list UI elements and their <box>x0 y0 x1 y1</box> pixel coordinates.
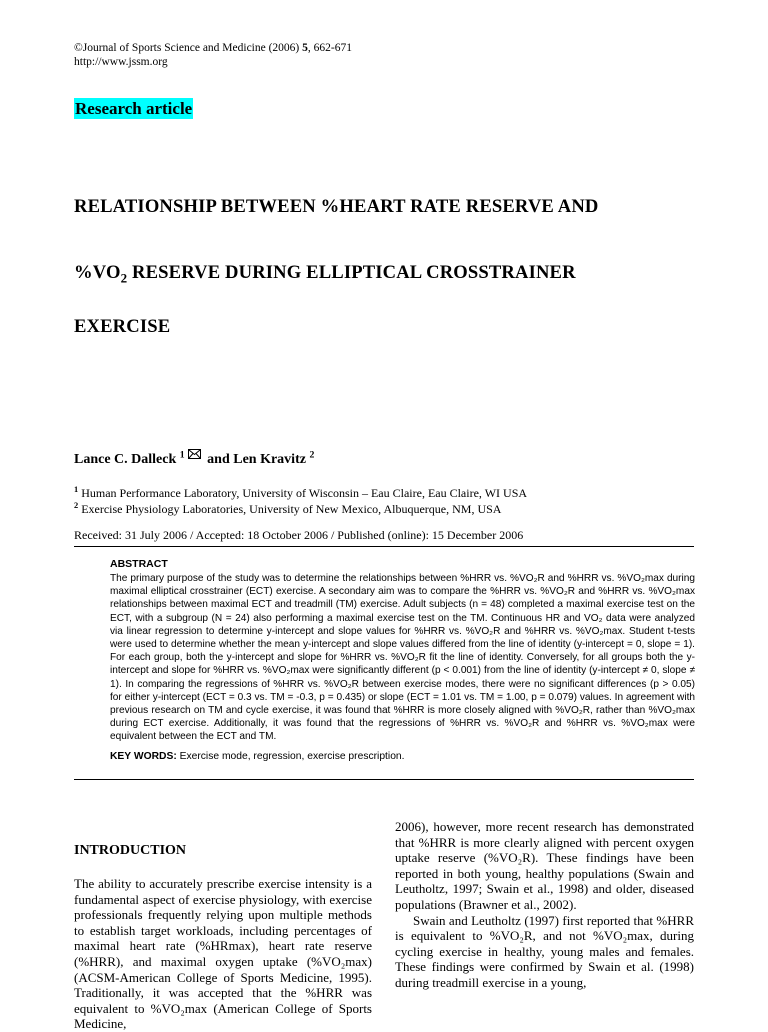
intro-paragraph-1: 2006), however, more recent research has demonstrated that %HRR is more clearly aligned with percent oxygen uptake reserve (%VO₂R). These findings have been reported in both young, healthy populations (Swain and Leutholtz, 1997; Swain et al., 1998) and older, diseased populations (Brawner et al., 2002). <box>395 819 694 912</box>
divider-bottom <box>74 779 694 780</box>
journal-url[interactable]: http://www.jssm.org <box>74 56 168 68</box>
publication-dates: Received: 31 July 2006 / Accepted: 18 October 2006 / Published (online): 15 December 2006 <box>74 528 524 542</box>
journal-citation: ©Journal of Sports Science and Medicine (2006) 5, 662-671 <box>74 42 352 54</box>
abstract-text: The primary purpose of the study was to determine the relationships between %HRR vs. %VO₂R and %HRR vs. %VO₂max during maximal elliptical crosstrainer (ECT) exercise. A secondary aim was to compare the %HRR vs. %VO₂R and %HRR vs. %VO₂max relationships between maximal ECT and treadmill (TM) exercise. Adult subjects (n = 48) completed a maximal exercise test on the ECT, with a subgroup (N = 24) also performing a maximal exercise test on the TM. Continuous HR and VO₂ data were analyzed via linear regression to determine y-intercept and slope values for %HRR vs. %VO₂R and %HRR vs. %VO₂max. Student t-tests were used to determine whether the mean y-intercept and slope values differed from the line of identity (y-intercept = 0, slope = 1). For each group, both the y-intercept and slope for %HRR vs. %VO₂R fit the line of identity. Conversely, for all groups both the y-intercept and slope for %HRR vs. %VO₂max were significantly different (p < 0.001) from the line of identity (y-intercept ≠ 0, slope ≠ 1). In comparing the regressions of %HRR vs. %VO₂R between exercise modes, there were no significant differences (p > 0.05) for either y-intercept (ECT = 0.3 vs. TM = -0.3, p = 0.435) or slope (ECT = 1.01 vs. TM = 1.00, p = 0.079) values. In agreement with previous research on TM and cycle exercise, it was found that %HRR is more closely aligned with %VO₂R, rather than %VO₂max during ECT exercise. Additionally, it was found that the regressions of %HRR vs. %VO₂R and %HRR vs. %VO₂max were equivalent between the ECT and TM. <box>110 573 695 743</box>
abstract-heading: ABSTRACT <box>110 558 168 570</box>
article-title-line-2: $\%VO_2$ RESERVE DURING ELLIPTICAL CROSSTRAINER <box>74 262 576 286</box>
article-type-label: Research article <box>75 99 193 118</box>
introduction-heading: INTRODUCTION <box>74 843 187 858</box>
keywords: KEY WORDS: Exercise mode, regression, exercise prescription. <box>110 751 405 762</box>
envelope-icon <box>188 449 201 459</box>
author-list: Lance C. Dalleck $^1$ and Len Kravitz $^2$ <box>74 449 315 467</box>
article-title-line-3: EXERCISE <box>74 316 171 337</box>
affiliation-2: $^2$ Exercise Physiology Laboratories, University of New Mexico, Albuquerque, NM, USA <box>74 501 502 516</box>
intro-paragraph-2: Swain and Leutholtz (1997) first reported that %HRR is equivalent to %VO₂R, and not %VO₂max, during cycling exercise in healthy, young males and females. These findings were confirmed by Swain et al. (1998) during treadmill exercise in a young, <box>395 912 694 990</box>
introduction-left-column: The ability to accurately prescribe exercise intensity is a fundamental aspect of exercise physiology, with exercise professionals frequently relying upon multiple methods to establish target workloads, including percentages of maximal heart rate (%HRmax), heart rate reserve (%HRR), and maximal oxygen uptake (%VO₂max) (ACSM-American College of Sports Medicine, 1995). Traditionally, it was accepted that the %HRR was equivalent to %VO₂max (American College of Sports Medicine, <box>74 876 372 1032</box>
divider-top <box>74 546 694 547</box>
introduction-right-column <box>395 819 694 991</box>
article-title-line-1: RELATIONSHIP BETWEEN %HEART RATE RESERVE AND <box>74 196 599 217</box>
affiliation-1: $^1$ Human Performance Laboratory, University of Wisconsin – Eau Claire, Eau Claire, WI USA <box>74 485 528 500</box>
